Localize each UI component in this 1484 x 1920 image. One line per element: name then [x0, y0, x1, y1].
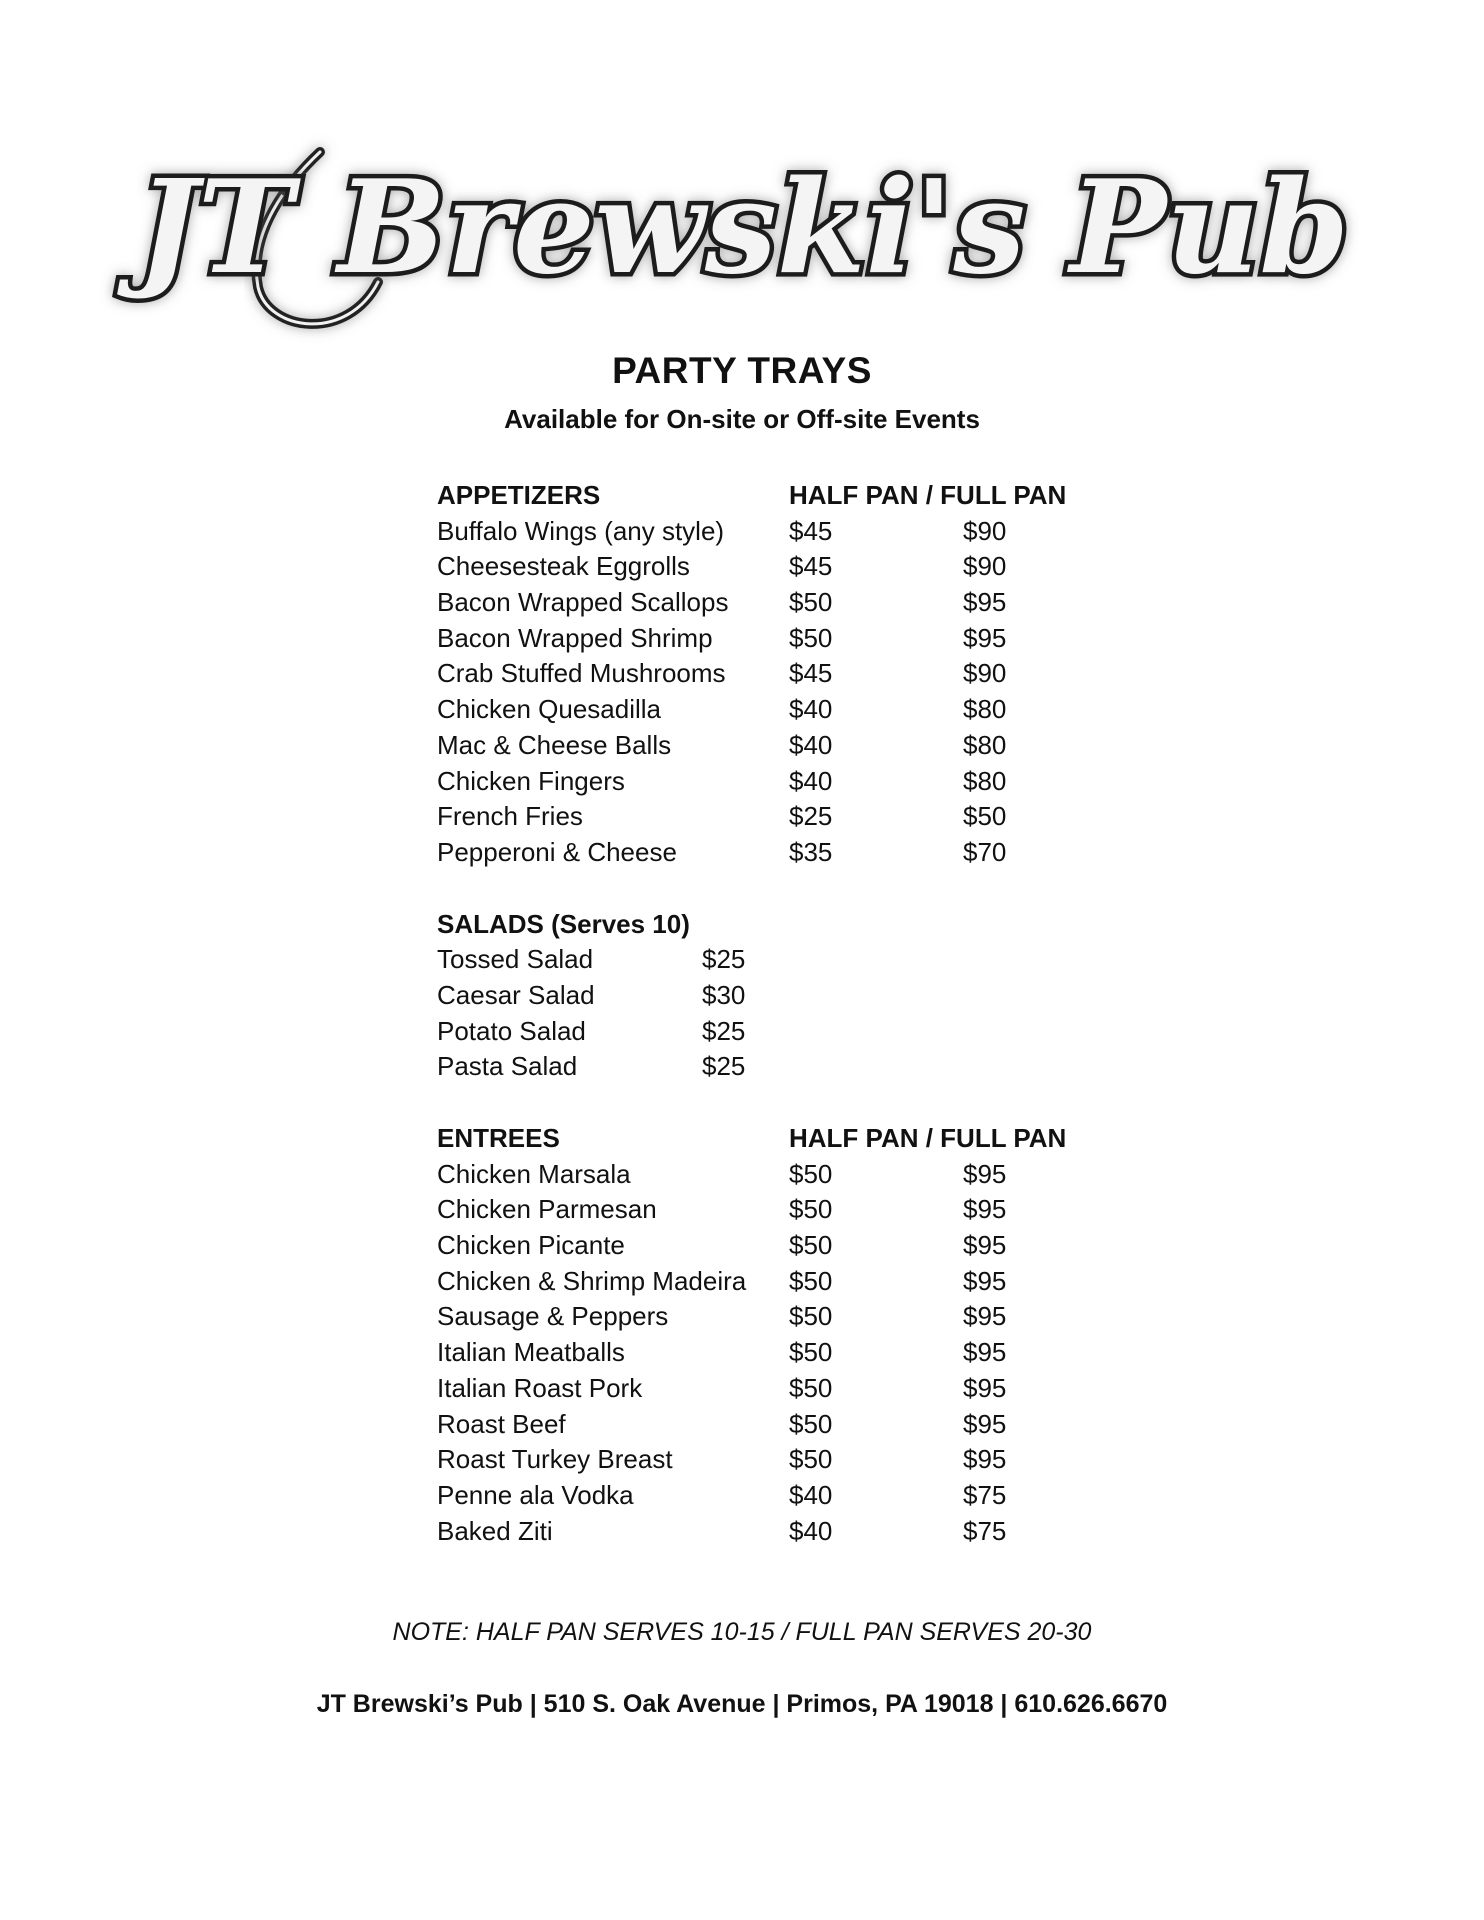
item-name: French Fries — [437, 801, 583, 832]
appetizer-item — [437, 549, 1137, 585]
full-pan-price: $95 — [963, 1372, 1007, 1403]
item-name: Penne ala Vodka — [437, 1479, 634, 1510]
entree-item — [437, 1299, 1137, 1335]
half-pan-price: $40 — [789, 694, 833, 725]
logo-text: JT Brewski's Pub — [137, 153, 1349, 303]
section-heading: ENTREES — [437, 1123, 560, 1153]
half-pan-price: $50 — [789, 1444, 833, 1475]
full-pan-price: $75 — [963, 1515, 1007, 1546]
item-name: Chicken & Shrimp Madeira — [437, 1265, 747, 1296]
full-pan-price: $95 — [963, 1230, 1007, 1261]
appetizer-item — [437, 585, 1137, 621]
entree-item — [437, 1442, 1137, 1478]
item-price: $30 — [702, 979, 746, 1010]
item-name: Chicken Marsala — [437, 1158, 631, 1189]
half-pan-price: $50 — [789, 1265, 833, 1296]
price-column-heading: HALF PAN / FULL PAN — [789, 480, 1067, 510]
half-pan-price: $35 — [789, 836, 833, 867]
full-pan-price: $90 — [963, 551, 1007, 582]
entrees-section — [437, 1121, 1137, 1549]
item-name: Mac & Cheese Balls — [437, 729, 672, 760]
full-pan-price: $95 — [963, 587, 1007, 618]
appetizer-item — [437, 692, 1137, 728]
menu — [437, 478, 1137, 1585]
full-pan-price: $75 — [963, 1479, 1007, 1510]
half-pan-price: $50 — [789, 1372, 833, 1403]
full-pan-price: $80 — [963, 694, 1007, 725]
item-name: Crab Stuffed Mushrooms — [437, 658, 726, 689]
full-pan-price: $80 — [963, 765, 1007, 796]
half-pan-price: $45 — [789, 551, 833, 582]
section-heading: SALADS (Serves 10) — [437, 908, 690, 939]
item-name: Cheesesteak Eggrolls — [437, 551, 690, 582]
item-name: Italian Meatballs — [437, 1337, 625, 1368]
item-name: Pasta Salad — [437, 1051, 578, 1082]
half-pan-price: $45 — [789, 658, 833, 689]
half-pan-price: $45 — [789, 515, 833, 546]
contact-footer: JT Brewski’s Pub | 510 S. Oak Avenue | Primos, PA 19018 | 610.626.6670 — [316, 1690, 1168, 1718]
half-pan-price: $50 — [789, 1337, 833, 1368]
item-name: Buffalo Wings (any style) — [437, 515, 725, 546]
appetizer-item — [437, 764, 1137, 800]
item-name: Bacon Wrapped Scallops — [437, 587, 729, 618]
full-pan-price: $90 — [963, 515, 1007, 546]
item-name: Italian Roast Pork — [437, 1372, 643, 1403]
entree-item — [437, 1264, 1137, 1300]
full-pan-price: $50 — [963, 801, 1007, 832]
full-pan-price: $95 — [963, 1444, 1007, 1475]
half-pan-price: $50 — [789, 1408, 833, 1439]
item-price: $25 — [702, 1015, 746, 1046]
half-pan-price: $50 — [789, 1301, 833, 1332]
entree-item — [437, 1192, 1137, 1228]
item-name: Bacon Wrapped Shrimp — [437, 622, 713, 653]
entree-item — [437, 1335, 1137, 1371]
section-heading: APPETIZERS — [437, 480, 601, 510]
half-pan-price: $50 — [789, 587, 833, 618]
item-name: Baked Ziti — [437, 1515, 553, 1546]
appetizer-item — [437, 514, 1137, 550]
half-pan-price: $40 — [789, 1515, 833, 1546]
entree-item — [437, 1157, 1137, 1193]
appetizer-item — [437, 835, 1137, 871]
salad-item — [437, 978, 1137, 1014]
price-column-heading: HALF PAN / FULL PAN — [789, 1123, 1067, 1153]
item-name: Tossed Salad — [437, 944, 594, 975]
half-pan-price: $50 — [789, 1194, 833, 1225]
serving-note: NOTE: HALF PAN SERVES 10-15 / FULL PAN SERVES 20-30 — [392, 1618, 1092, 1646]
item-name: Sausage & Peppers — [437, 1301, 669, 1332]
half-pan-price: $40 — [789, 765, 833, 796]
entree-item — [437, 1514, 1137, 1550]
half-pan-price: $40 — [789, 729, 833, 760]
half-pan-price: $50 — [789, 622, 833, 653]
item-name: Chicken Picante — [437, 1230, 625, 1261]
full-pan-price: $95 — [963, 1408, 1007, 1439]
appetizers-section — [437, 478, 1137, 871]
full-pan-price: $95 — [963, 1337, 1007, 1368]
entree-item — [437, 1371, 1137, 1407]
appetizer-item — [437, 621, 1137, 657]
half-pan-price: $50 — [789, 1230, 833, 1261]
item-name: Roast Beef — [437, 1408, 566, 1439]
page-subtitle: Available for On-site or Off-site Events — [504, 404, 980, 434]
appetizer-item — [437, 728, 1137, 764]
entree-item — [437, 1228, 1137, 1264]
full-pan-price: $95 — [963, 1194, 1007, 1225]
appetizers-header-row — [437, 478, 1137, 514]
full-pan-price: $95 — [963, 1158, 1007, 1189]
full-pan-price: $95 — [963, 1301, 1007, 1332]
salad-item — [437, 1049, 1137, 1085]
half-pan-price: $50 — [789, 1158, 833, 1189]
entree-item — [437, 1478, 1137, 1514]
entrees-header-row — [437, 1121, 1137, 1157]
item-price: $25 — [702, 944, 746, 975]
item-name: Roast Turkey Breast — [437, 1444, 673, 1475]
appetizer-item — [437, 656, 1137, 692]
item-name: Chicken Parmesan — [437, 1194, 657, 1225]
full-pan-price: $95 — [963, 622, 1007, 653]
item-price: $25 — [702, 1051, 746, 1082]
item-name: Pepperoni & Cheese — [437, 836, 677, 867]
half-pan-price: $40 — [789, 1479, 833, 1510]
salad-item — [437, 942, 1137, 978]
entree-item — [437, 1407, 1137, 1443]
page-title: PARTY TRAYS — [612, 350, 872, 391]
full-pan-price: $70 — [963, 836, 1007, 867]
salad-item — [437, 1014, 1137, 1050]
salads-header-row — [437, 907, 1137, 943]
full-pan-price: $90 — [963, 658, 1007, 689]
salads-section — [437, 907, 1137, 1085]
appetizer-item — [437, 799, 1137, 835]
item-name: Potato Salad — [437, 1015, 586, 1046]
pub-logo — [137, 112, 1349, 342]
full-pan-price: $95 — [963, 1265, 1007, 1296]
item-name: Caesar Salad — [437, 979, 595, 1010]
item-name: Chicken Fingers — [437, 765, 625, 796]
item-name: Chicken Quesadilla — [437, 694, 662, 725]
half-pan-price: $25 — [789, 801, 833, 832]
full-pan-price: $80 — [963, 729, 1007, 760]
